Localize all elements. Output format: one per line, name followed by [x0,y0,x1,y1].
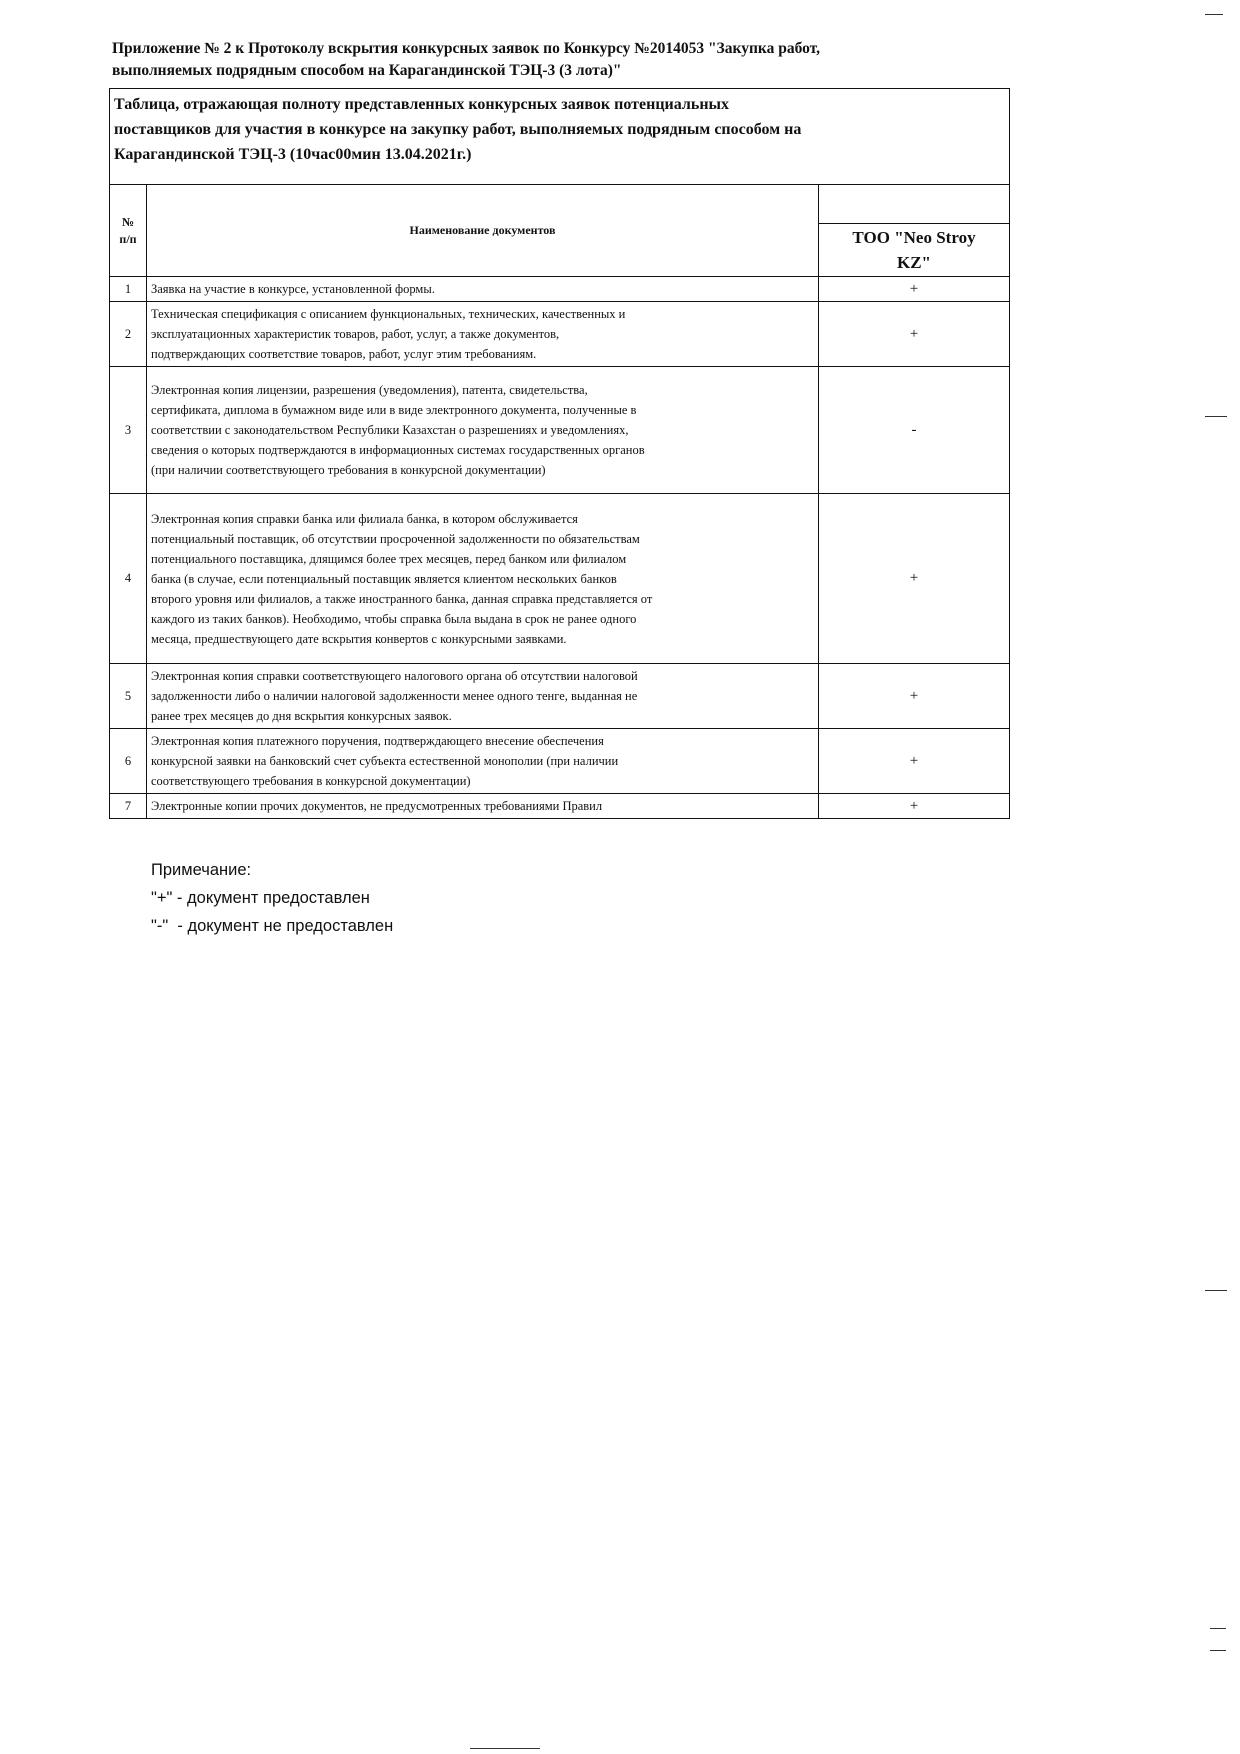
caption-line: Карагандинской ТЭЦ-3 (10час00мин 13.04.2021г.) [114,146,472,163]
supplier-name-line: ТОО "Neo Stroy [852,228,976,247]
description-line: Электронная копия лицензии, разрешения (уведомления), патента, свидетельства, [151,383,588,397]
description-line: конкурсной заявки на банковский счет субъекта естественной монополии (при наличии [151,754,619,768]
table-row [110,494,1010,664]
column-header-supplier [819,224,1010,277]
row-number: 5 [110,664,147,729]
column-header-documents: Наименование документов [147,185,819,277]
row-mark: + [819,302,1010,367]
description-line: сведения о которых подтверждаются в информационных системах государственных органов [151,443,645,457]
row-number: 7 [110,794,147,819]
table-row [110,794,1010,819]
row-mark: + [819,277,1010,302]
header-line: Приложение № 2 к Протоколу вскрытия конкурсных заявок по Конкурсу №2014053 "Закупка работ, [112,40,820,57]
row-description [147,794,819,819]
row-description [147,367,819,494]
description-line: месяца, предшествующего дате вскрытия конвертов с конкурсными заявками. [151,631,567,646]
caption-line: поставщиков для участия в конкурсе на закупку работ, выполняемых подрядным способом на [114,121,802,138]
description-line: сертификата, диплома в бумажном виде или в виде электронного документа, полученные в [151,403,637,417]
notes-title: Примечание: [151,861,252,879]
description-line: второго уровня или филиалов, а также иностранного банка, данная справка представляется от [151,591,653,606]
table-row [110,302,1010,367]
row-mark: + [819,794,1010,819]
column-header-number-line: № [121,214,135,229]
description-line: ранее трех месяцев до дня вскрытия конкурсных заявок. [151,709,452,723]
row-mark: - [819,367,1010,494]
row-description [147,302,819,367]
description-line: эксплуатационных характеристик товаров, работ, услуг, а также документов, [151,327,560,341]
row-description [147,664,819,729]
table-caption [110,89,1010,185]
description-line: Электронная копия платежного поручения, подтверждающего внесение обеспечения [151,734,604,748]
notes-minus-legend: "-" - документ не предоставлен [151,917,394,935]
caption-line: Таблица, отражающая полноту представленных конкурсных заявок потенциальных [114,96,730,113]
description-line: потенциального поставщика, длящимся более трех месяцев, перед банком или филиалом [151,551,627,566]
table-row [110,664,1010,729]
table-row [110,277,1010,302]
description-line: каждого из таких банков). Необходимо, чтобы справка была выдана в срок не ранее одного [151,611,637,626]
row-description [147,277,819,302]
description-line: Техническая спецификация с описанием функциональных, технических, качественных и [151,307,626,321]
description-line: Электронная копия справки банка или филиала банка, в котором обслуживается [151,511,578,526]
description-line: соответствии с законодательством Республики Казахстан о разрешениях и уведомлениях, [151,423,629,437]
description-line: подтверждающих соответствие товаров, работ, услуг этим требованиям. [151,347,537,361]
description-line: задолженности либо о наличии налоговой задолженности менее одного тенге, выданная не [151,689,638,703]
description-line: Заявка на участие в конкурсе, установленной формы. [151,282,435,296]
row-number: 2 [110,302,147,367]
description-line: Электронная копия справки соответствующего налогового органа об отсутствии налоговой [151,669,638,683]
column-header-number [110,185,147,277]
row-number: 3 [110,367,147,494]
table-row [110,729,1010,794]
notes-section [151,856,393,940]
description-line: потенциальный поставщик, об отсутствии просроченной задолженности по обязательствам [151,531,640,546]
row-number: 4 [110,494,147,664]
notes-plus-legend: "+" - документ предоставлен [151,889,370,907]
scan-edge-mark [1205,1290,1227,1291]
description-line: (при наличии соответствующего требования в конкурсной документации) [151,463,546,477]
scan-edge-mark [470,1748,540,1749]
row-number: 1 [110,277,147,302]
row-mark: + [819,664,1010,729]
scan-edge-mark [1210,1628,1226,1629]
header-line: выполняемых подрядным способом на Карагандинской ТЭЦ-3 (3 лота)" [112,62,622,79]
document-header [112,38,1012,82]
description-line: соответствующего требования в конкурсной документации) [151,774,471,788]
scan-edge-mark [1205,416,1227,417]
row-mark: + [819,729,1010,794]
description-line: банка (в случае, если потенциальный поставщик является клиентом нескольких банков [151,571,617,586]
scan-edge-mark [1210,1650,1226,1651]
supplier-name-line: KZ" [897,253,931,272]
row-description [147,494,819,664]
column-header-empty [819,185,1010,224]
row-number: 6 [110,729,147,794]
table-row [110,367,1010,494]
documents-table [109,88,1010,819]
row-mark: + [819,494,1010,664]
row-description [147,729,819,794]
scan-edge-mark [1205,14,1223,15]
column-header-number-line: п/п [119,231,137,246]
description-line: Электронные копии прочих документов, не предусмотренных требованиями Правил [151,799,603,813]
